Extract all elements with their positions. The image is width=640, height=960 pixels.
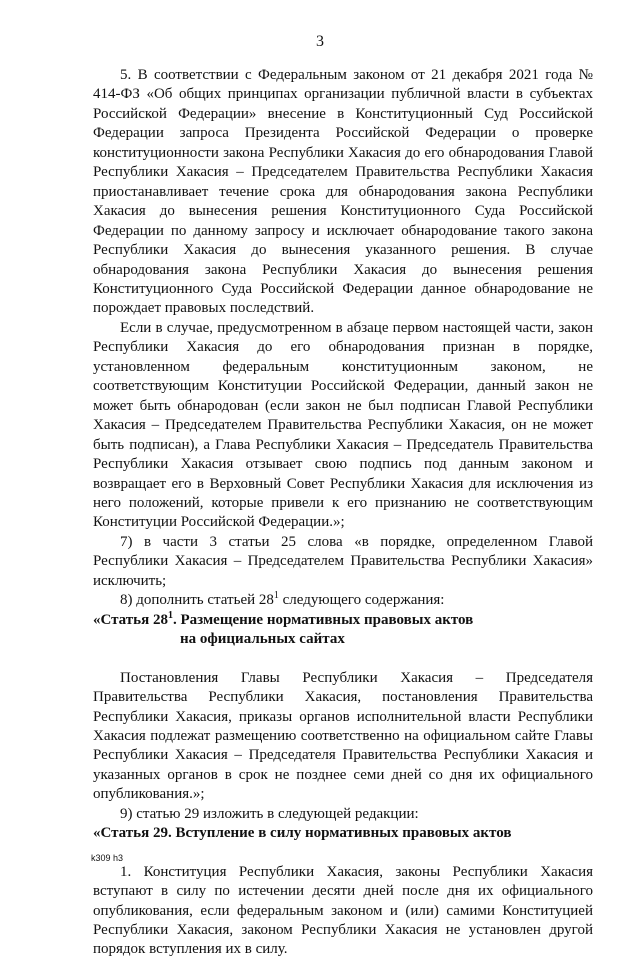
item-8-superscript: 1 [273, 590, 279, 602]
document-body [93, 66, 593, 960]
item-8-text: 8) дополнить статьей 28 [120, 592, 274, 609]
paragraph-item-7: 7) в части 3 статьи 25 слова «в порядке, определенном Главой Республики Хакасия – Председателем Правительства Республики Хакасия» исключить; [93, 533, 593, 589]
article-28-1-title-line1: . Размещение нормативных правовых актов [172, 611, 474, 628]
paragraph-item-8 [93, 591, 593, 610]
paragraph-article-29-part-1: 1. Конституция Республики Хакасия, законы Республики Хакасия вступают в силу по истечении десяти дней после дня их официального опубликования, если федеральным законом и (или) самими Конституцией Республики Хакасия, законом Республики Хакасия не установлен другой порядок вступления их в силу. [93, 863, 593, 958]
article-28-1-superscript: 1 [167, 609, 173, 621]
article-29-heading: «Статья 29. Вступление в силу нормативных правовых актов [93, 825, 512, 842]
article-28-1-title-line2: на официальных сайтах [180, 631, 345, 648]
article-28-1-heading [93, 611, 593, 650]
page-number: 3 [316, 33, 324, 50]
paragraph-item-9: 9) статью 29 изложить в следующей редакции: [120, 805, 419, 822]
spacer [93, 844, 593, 863]
paragraph-article-28-1-body: Постановления Главы Республики Хакасия – Председателя Правительства Республики Хакасия, постановления Правительства Республики Хакасия, приказы органов исполнительной власти Республики Хакасия подлежат размещению соответственно на официальном сайте Главы Республики Хакасия – Председателя Правительства Республики Хакасия и указанных органов в срок не позднее семи дней со дня их официального опубликования.»; [93, 669, 593, 803]
footer-code: k309 h3 [91, 853, 124, 863]
item-8-text-end: следующего содержания: [278, 592, 445, 609]
paragraph-item-5: 5. В соответствии с Федеральным законом от 21 декабря 2021 года № 414-ФЗ «Об общих принципах организации публичной власти в субъектах Российской Федерации» внесение в Конституционный Суд Российской Федерации запроса Президента Российской Федерации о проверке конституционности закона Республики Хакасия до его обнародования Главой Республики Хакасия – Председателем Правительства Республики Хакасия приостанавливает течение срока для обнародования закона Республики Хакасия до вынесения решения Конституционного Суда Российской Федерации по данному запросу и исключает обнародование такого закона Республики Хакасия до вынесения указанного решения. В случае обнародования закона Республики Хакасия до вынесения решения Конституционного Суда Российской Федерации данное обнародование не порождает правовых последствий. [93, 67, 593, 317]
paragraph-unconstitutional-law: Если в случае, предусмотренном в абзаце первом настоящей части, закон Республики Хакасия до его обнародования признан в порядке, установленном федеральным конституционным законом, не соответствующим Конституции Российской Федерации, данный закон не может быть обнародован (если закон не был подписан Главой Республики Хакасия – Председателем Правительства Республики Хакасия, он не может быть подписан), а Глава Республики Хакасия – Председатель Правительства Республики Хакасия отзывает свою подпись под данным законом и возвращает его в Верховный Совет Республики Хакасия для исключения из него положений, которые привели к его признанию не соответствующим Конституции Российской Федерации.»; [93, 319, 593, 531]
spacer [93, 650, 593, 669]
article-28-1-prefix: «Статья 28 [93, 611, 168, 628]
